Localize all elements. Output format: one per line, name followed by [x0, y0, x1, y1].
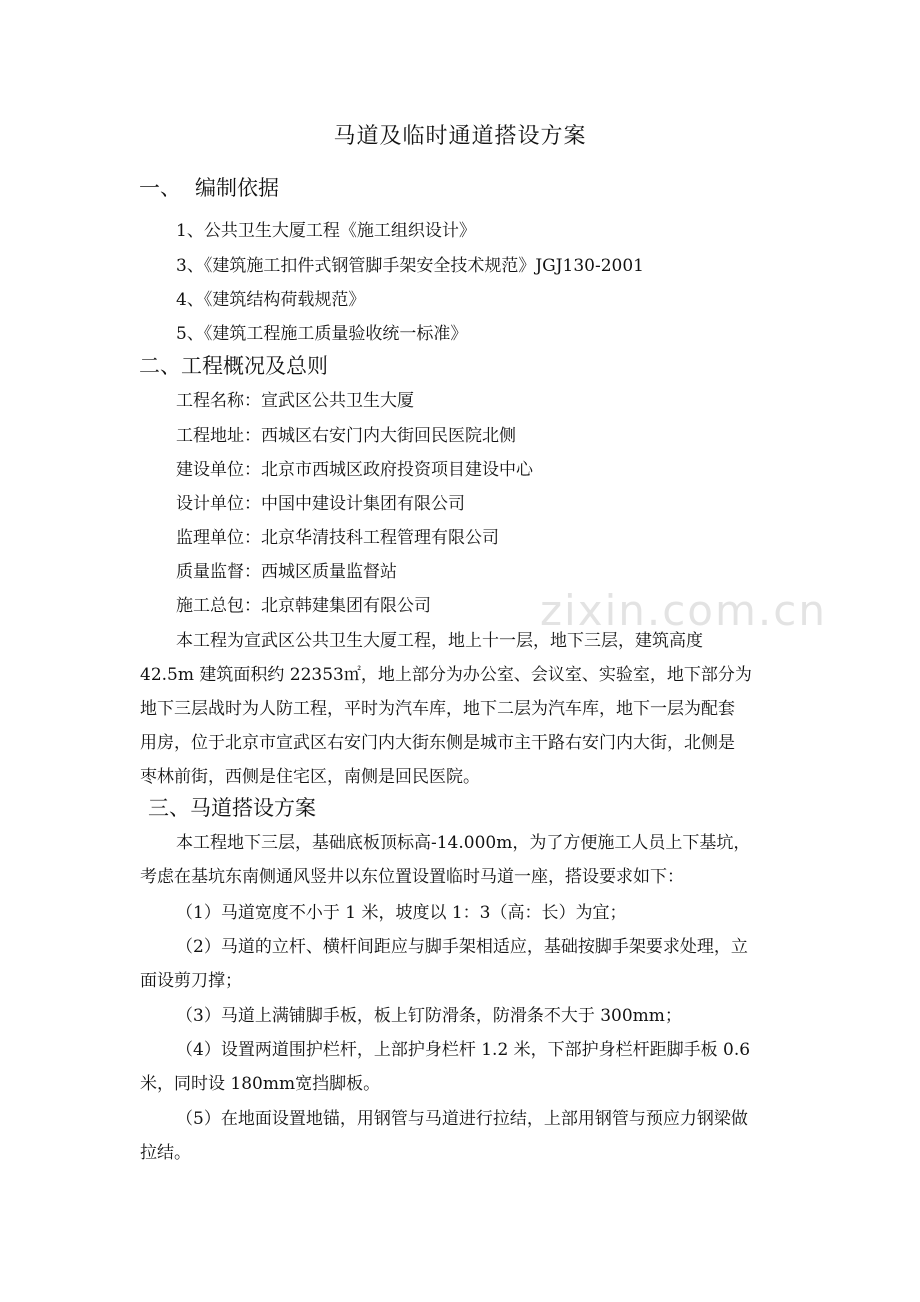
basis-item: 5、《建筑工程施工质量验收统一标准》: [176, 324, 468, 344]
requirement-5-continued: 拉结。: [140, 1143, 191, 1163]
requirement-2-continued: 面设剪刀撑；: [140, 971, 242, 991]
requirement-4: （4）设置两道围护栏杆，上部护身栏杆 1.2 米，下部护身栏杆距脚手板 0.6: [176, 1040, 751, 1060]
basis-item: 3、《建筑施工扣件式钢管脚手架安全技术规范》JGJ130-2001: [176, 256, 644, 276]
document-title: 马道及临时通道搭设方案: [333, 124, 587, 149]
overview-paragraph-line: 枣林前街，西侧是住宅区，南侧是回民医院。: [140, 767, 480, 787]
plan-intro-line: 考虑在基坑东南侧通风竖井以东位置设置临时马道一座，搭设要求如下：: [140, 867, 684, 887]
section-heading-overview: 二、工程概况及总则: [139, 354, 328, 378]
requirement-2: （2）马道的立杆、横杆间距应与脚手架相适应，基础按脚手架要求处理，立: [176, 937, 748, 957]
section-heading-basis: [139, 172, 279, 202]
overview-paragraph-line: 42.5m 建筑面积约 22353㎡，地上部分为办公室、会议室、实验室，地下部分为: [140, 665, 752, 685]
project-fact: 工程名称：宣武区公共卫生大厦: [176, 391, 414, 411]
plan-intro-line: 本工程地下三层，基础底板顶标高-14.000m，为了方便施工人员上下基坑，: [176, 833, 751, 853]
overview-paragraph-line: 用房，位于北京市宣武区右安门内大街东侧是城市主干路右安门内大街，北侧是: [140, 733, 735, 753]
watermark: zixin.com.cn: [540, 586, 827, 635]
section-heading-plan: 三、马道搭设方案: [148, 796, 316, 820]
project-fact: 工程地址：西城区右安门内大街回民医院北侧: [176, 426, 516, 446]
section-title: 编制依据: [195, 176, 279, 200]
requirement-3: （3）马道上满铺脚手板，板上钉防滑条，防滑条不大于 300mm；: [176, 1006, 682, 1026]
project-fact: 建设单位：北京市西城区政府投资项目建设中心: [176, 460, 533, 480]
basis-item: 4、《建筑结构荷载规范》: [176, 290, 366, 310]
basis-item: 1、公共卫生大厦工程《施工组织设计》: [176, 221, 476, 241]
requirement-1: （1）马道宽度不小于 1 米，坡度以 1：3（高：长）为宜；: [176, 903, 627, 923]
overview-paragraph-line: 本工程为宣武区公共卫生大厦工程，地上十一层，地下三层，建筑高度: [176, 631, 703, 651]
requirement-4-continued: 米，同时设 180mm宽挡脚板。: [140, 1074, 381, 1094]
project-fact: 监理单位：北京华清技科工程管理有限公司: [176, 528, 499, 548]
overview-paragraph-line: 地下三层战时为人防工程，平时为汽车库，地下二层为汽车库，地下一层为配套: [140, 699, 735, 719]
requirement-5: （5）在地面设置地锚，用钢管与马道进行拉结，上部用钢管与预应力钢梁做: [176, 1109, 748, 1129]
section-number: 一、: [139, 176, 181, 200]
project-fact: 质量监督：西城区质量监督站: [176, 562, 397, 582]
project-fact: 设计单位：中国中建设计集团有限公司: [176, 494, 465, 514]
project-fact: 施工总包：北京韩建集团有限公司: [176, 596, 431, 616]
